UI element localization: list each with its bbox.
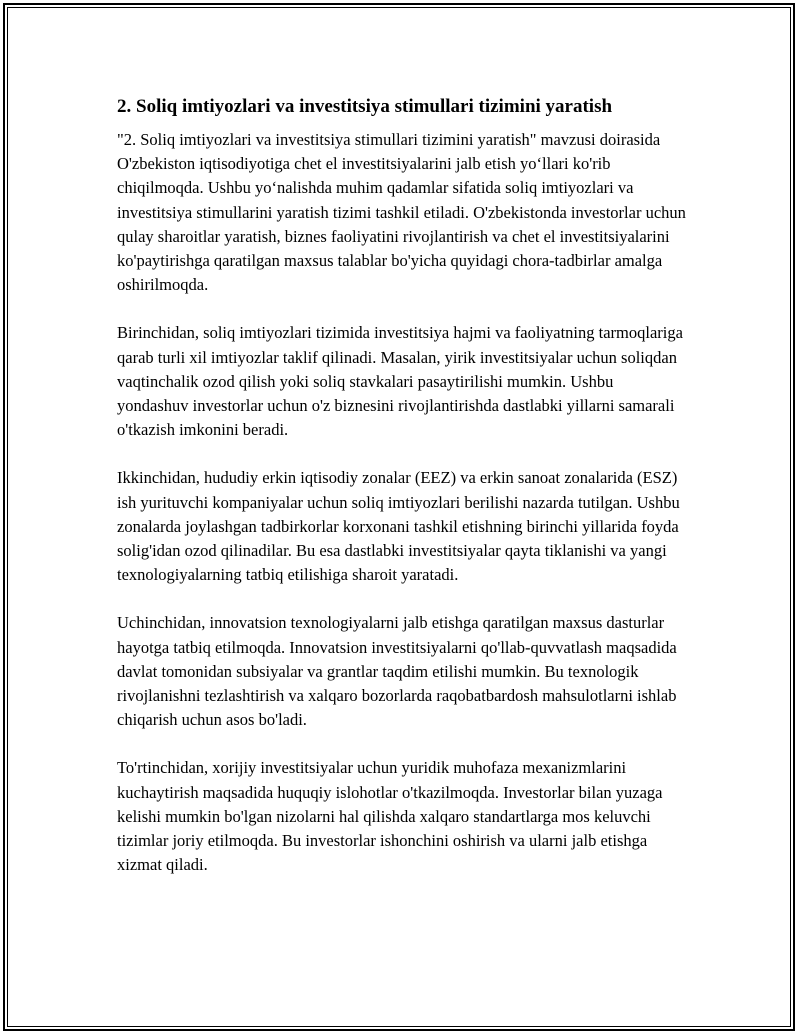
paragraph-first: Birinchidan, soliq imtiyozlari tizimida investitsiya hajmi va faoliyatning tarmoqlariga qarab turli xil imtiyozlar taklif qilinadi. Masalan, yirik investitsiyalar uchun soliqdan vaqtinchalik ozod qilish yoki soliq stavkalari pasaytirilishi mumkin. Ushbu yondashuv investorlar uchun o'z biznesini rivojlantirishda dastlabki yillarni samarali o'tkazish imkonini beradi. <box>117 323 683 440</box>
document-body <box>117 94 687 877</box>
paragraph-intro: "2. Soliq imtiyozlari va investitsiya stimullari tizimini yaratish" mavzusi doirasida O'zbekiston iqtisodiyotiga chet el investitsiyalarini jalb etish yo‘llari ko'rib chiqilmoqda. Ushbu yo‘nalishda muhim qadamlar sifatida soliq imtiyozlari va investitsiya stimullarini yaratish tizimi tashkil etiladi. O'zbekistonda investorlar uchun qulay sharoitlar yaratish, biznes faoliyatini rivojlantirish va chet el investitsiyalarini ko'paytirishga qaratilgan maxsus talablar bo'yicha quyidagi chora-tadbirlar amalga oshirilmoqda. <box>117 130 686 295</box>
paragraph-second: Ikkinchidan, hududiy erkin iqtisodiy zonalar (EEZ) va erkin sanoat zonalarida (ESZ) ish yurituvchi kompaniyalar uchun soliq imtiyozlari berilishi nazarda tutilgan. Ushbu zonalarda joylashgan tadbirkorlar korxonani tashkil etishning birinchi yillarida foyda solig'idan ozod qilinadilar. Bu esa dastlabki investitsiyalar qayta tiklanishi va yangi texnologiyalarning tatbiq etilishiga sharoit yaratadi. <box>117 468 680 585</box>
paragraph-third: Uchinchidan, innovatsion texnologiyalarni jalb etishga qaratilgan maxsus dasturlar hayotga tatbiq etilmoqda. Innovatsion investitsiyalarni qo'llab-quvvatlash maqsadida davlat tomonidan subsiyalar va grantlar taqdim etilishi mumkin. Bu texnologik rivojlanishni tezlashtirish va xalqaro bozorlarda raqobatbardosh mahsulotlarni ishlab chiqarish uchun asos bo'ladi. <box>117 613 677 730</box>
section-heading: 2. Soliq imtiyozlari va investitsiya stimullari tizimini yaratish <box>117 96 613 117</box>
paragraph-fourth: To'rtinchidan, xorijiy investitsiyalar uchun yuridik muhofaza mexanizmlarini kuchaytirish maqsadida huquqiy islohotlar o'tkazilmoqda. Investorlar bilan yuzaga kelishi mumkin bo'lgan nizolarni hal qilishda xalqaro standartlarga mos keluvchi tizimlar joriy etilmoqda. Bu investorlar ishonchini oshirish va ularni jalb etishga xizmat qiladi. <box>117 758 663 875</box>
